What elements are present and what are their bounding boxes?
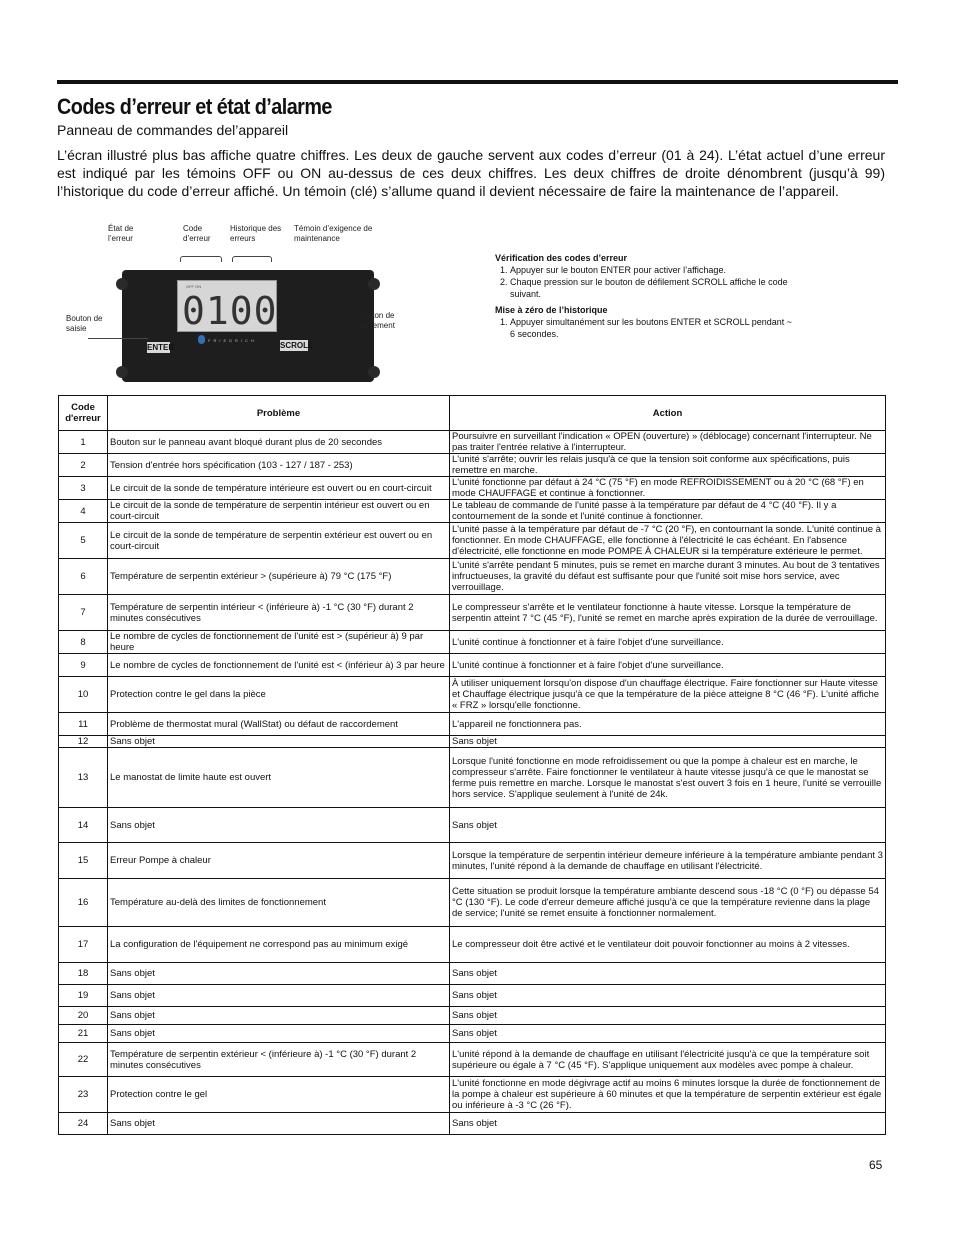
panel-mount-tab [116,278,128,290]
cell-problem: Température de serpentin extérieur < (inférieure à) -1 °C (30 °F) durant 2 minutes consécutives [108,1043,450,1077]
table-row [59,631,886,654]
cell-problem: Le circuit de la sonde de température de serpentin extérieur est ouvert ou en court-circuit [108,523,450,559]
page-number: 65 [869,1158,883,1172]
cell-problem: Température de serpentin extérieur > (supérieure à) 79 °C (175 °F) [108,559,450,595]
cell-action: L'unité fonctionne en mode dégivrage actif au moins 6 minutes lorsque la durée de fonctionnement de la pompe à chaleur est supérieure à 60 minutes et que la température de serpentin extérieur est égale ou inférieure à -3 °C (26 °F). [450,1077,886,1113]
cell-code: 6 [59,559,108,595]
intro-paragraph: L’écran illustré plus bas affiche quatre chiffres. Les deux de gauche servent aux codes d’erreur (01 à 24). L’état actuel d’une erreur est indiqué par les témoins OFF ou ON au-dessus de ces deux chiffres. Les deux chiffres de droite dénombrent (jusqu’à 99) l’historique du code d’erreur affiché. Un témoin (clé) s’allume quand il devient nécessaire de faire la maintenance de l’appareil. [57,147,885,199]
cell-action: Sans objet [450,808,886,843]
reset-step: 1. Appuyer simultanément sur les boutons ENTER et SCROLL pendant ~ 6 secondes. [510,316,795,340]
cell-problem: La configuration de l'équipement ne correspond pas au minimum exigé [108,927,450,963]
table-row [59,1025,886,1043]
lcd-display [177,280,277,332]
reset-title: Mise à zéro de l’historique [495,305,608,315]
cell-problem: Le manostat de limite haute est ouvert [108,748,450,808]
cell-problem: Sans objet [108,1007,450,1025]
cell-problem: Sans objet [108,736,450,748]
table-row [59,713,886,736]
cell-problem: Le nombre de cycles de fonctionnement de l'unité est > (supérieur à) 9 par heure [108,631,450,654]
table-row [59,1077,886,1113]
cell-code: 12 [59,736,108,748]
label-error-code: Code d’erreur [183,224,211,243]
cell-code: 19 [59,985,108,1007]
cell-code: 9 [59,654,108,677]
cell-action: Lorsque la température de serpentin intérieur demeure inférieure à la température ambiante pendant 3 minutes, l'unité répond à la demande de chauffage en utilisant l'électricité. [450,843,886,879]
page-subtitle: Panneau de commandes del’appareil [57,122,289,138]
brace-code [180,256,222,262]
cell-code: 20 [59,1007,108,1025]
cell-action: L'unité s'arrête; ouvrir les relais jusqu'à ce que la tension soit conforme aux spécifications, puis remettre en marche. [450,454,886,477]
instructions-notes [495,252,795,340]
table-row [59,595,886,631]
cell-action: Sans objet [450,1007,886,1025]
cell-action: Le compresseur s'arrête et le ventilateur fonctionne à haute vitesse. Lorsque la température de serpentin atteint 7 °C (45 °F), l'unité se remet en marche après expiration de la durée de verrouillage. [450,595,886,631]
cell-code: 2 [59,454,108,477]
table-row [59,843,886,879]
panel-mount-tab [368,278,380,290]
verification-step: 2. Chaque pression sur le bouton de défilement SCROLL affiche le code suivant. [510,276,795,300]
table-row [59,927,886,963]
cell-problem: Le circuit de la sonde de température de serpentin intérieur est ouvert ou en court-circuit [108,500,450,523]
cell-code: 16 [59,879,108,927]
brand-name: FRIEDRICH [208,338,257,343]
cell-action: Lorsque l'unité fonctionne en mode refroidissement ou que la pompe à chaleur est en marche, le compresseur s'arrête. Faire fonctionner le ventilateur à haute vitesse jusqu'à ce que le manostat se ferme puis remettre en marche. Lorsque le manostat s'est ouvert 3 fois en 1 heure, l'unité se verrouille hors service. S'applique seulement à l'unité de 24k. [450,748,886,808]
cell-code: 14 [59,808,108,843]
cell-problem: Le circuit de la sonde de température intérieure est ouvert ou en court-circuit [108,477,450,500]
cell-action: L'unité continue à fonctionner et à faire l'objet d'une surveillance. [450,654,886,677]
cell-action: L'appareil ne fonctionnera pas. [450,713,886,736]
cell-problem: Température de serpentin intérieur < (inférieure à) -1 °C (30 °F) durant 2 minutes consécutives [108,595,450,631]
cell-action: Sans objet [450,1025,886,1043]
scroll-button[interactable]: SCROLL [280,341,313,350]
table-row [59,559,886,595]
cell-problem: Problème de thermostat mural (WallStat) ou défaut de raccordement [108,713,450,736]
cell-code: 3 [59,477,108,500]
cell-action: Le compresseur doit être activé et le ventilateur doit pouvoir fonctionner au moins à 2 vitesses. [450,927,886,963]
cell-action: Sans objet [450,1113,886,1135]
cell-action: Poursuivre en surveillant l'indication « OPEN (ouverture) » (déblocage) concernant l'interrupteur. Ne pas traiter l'entrée relative à l'interrupteur. [450,431,886,454]
cell-problem: Tension d'entrée hors spécification (103 - 127 / 187 - 253) [108,454,450,477]
cell-code: 7 [59,595,108,631]
table-row [59,736,886,748]
cell-action: Sans objet [450,985,886,1007]
cell-code: 24 [59,1113,108,1135]
column-header-code: Code d'erreur [59,396,108,431]
table-row [59,431,886,454]
column-header-action: Action [450,396,886,431]
label-error-history: Historique des erreurs [230,224,282,243]
cell-problem: Sans objet [108,1025,450,1043]
table-row [59,677,886,713]
label-scroll-button: Bouton de défilement [358,311,395,330]
table-row [59,808,886,843]
cell-action: L'unité fonctionne par défaut à 24 °C (75 °F) en mode REFROIDISSEMENT ou à 20 °C (68 °F) en mode CHAUFFAGE et continue à fonctionner. [450,477,886,500]
label-enter-button: Bouton de saisie [66,314,103,333]
cell-problem: Bouton sur le panneau avant bloqué durant plus de 20 secondes [108,431,450,454]
cell-action: À utiliser uniquement lorsqu'on dispose d'un chauffage électrique. Faire fonctionner sur Haute vitesse et Chauffage électrique jusqu'à ce que la température de la pièce atteigne 8 °C (46 °F). L'unité affiche « FRZ » lorsqu'elle fonctionne. [450,677,886,713]
top-rule [57,80,898,84]
lcd-off-on-indicators: OFF ON [186,284,202,289]
verification-step: 1. Appuyer sur le bouton ENTER pour activer l’affichage. [510,264,795,276]
table-row [59,879,886,927]
verification-title: Vérification des codes d’erreur [495,253,628,263]
table-row [59,477,886,500]
brace-history [232,256,272,262]
table-row [59,1007,886,1025]
table-row [59,1043,886,1077]
panel-mount-tab [368,366,380,378]
cell-code: 22 [59,1043,108,1077]
label-error-state: État de l’erreur [108,224,134,243]
cell-problem: Sans objet [108,985,450,1007]
brand-logo-icon [198,335,205,344]
control-panel-figure [60,222,395,387]
cell-code: 10 [59,677,108,713]
panel-mount-tab [116,366,128,378]
page-title: Codes d’erreur et état d’alarme [57,94,332,119]
table-row [59,454,886,477]
cell-code: 13 [59,748,108,808]
cell-problem: Sans objet [108,808,450,843]
error-codes-table [58,395,886,1135]
cell-code: 23 [59,1077,108,1113]
verification-steps [495,264,795,300]
cell-problem: Température au-delà des limites de fonctionnement [108,879,450,927]
lcd-digits: 0100 [182,289,278,333]
column-header-problem: Problème [108,396,450,431]
cell-code: 4 [59,500,108,523]
cell-code: 17 [59,927,108,963]
cell-code: 5 [59,523,108,559]
cell-problem: Sans objet [108,963,450,985]
leader-line-enter [88,338,148,339]
cell-problem: Erreur Pompe à chaleur [108,843,450,879]
table-row [59,500,886,523]
cell-problem: Sans objet [108,1113,450,1135]
table-row [59,654,886,677]
cell-problem: Protection contre le gel [108,1077,450,1113]
cell-action: L'unité passe à la température par défaut de -7 °C (20 °F), en contournant la sonde. L'unité continue à fonctionner. En mode CHAUFFAGE, elle fonctionne à l'électricité le cas échéant. En l'absence d'électricité, elle fonctionne en mode POMPE À CHALEUR si la température extérieure le permet. [450,523,886,559]
table-row [59,748,886,808]
cell-code: 11 [59,713,108,736]
cell-action: Sans objet [450,736,886,748]
cell-action: L'unité continue à fonctionner et à faire l'objet d'une surveillance. [450,631,886,654]
cell-problem: Protection contre le gel dans la pièce [108,677,450,713]
table-row [59,963,886,985]
table-body [59,431,886,1135]
table-row [59,523,886,559]
cell-action: L'unité répond à la demande de chauffage en utilisant l'électricité jusqu'à ce que la température soit supérieure ou égale à 7 °C (45 °F). S'applique uniquement aux modèles avec pompe à chaleur. [450,1043,886,1077]
table-header-row [59,396,886,431]
cell-action: Cette situation se produit lorsque la température ambiante descend sous -18 °C (0 °F) ou dépasse 54 °C (130 °F). Le code d'erreur demeure affiché jusqu'à ce que la température revienne dans la plage de service; l'unité se remet ensuite à fonctionner normalement. [450,879,886,927]
cell-problem: Le nombre de cycles de fonctionnement de l'unité est < (inférieur à) 3 par heure [108,654,450,677]
table-row [59,1113,886,1135]
cell-code: 15 [59,843,108,879]
cell-action: Le tableau de commande de l'unité passe à la température par défaut de 4 °C (40 °F). Il y a contournement de la sonde et l'unité continue à fonctionner. [450,500,886,523]
reset-steps [495,316,795,340]
cell-code: 18 [59,963,108,985]
cell-code: 1 [59,431,108,454]
label-maintenance-indicator: Témoin d’exigence de maintenance [294,224,373,243]
table-row [59,985,886,1007]
cell-action: Sans objet [450,963,886,985]
cell-action: L'unité s'arrête pendant 5 minutes, puis se remet en marche durant 3 minutes. Au bout de 3 tentatives infructueuses, la gravité du défaut est suffisante pour que l'unité soit mise hors service, avec verrouillage. [450,559,886,595]
cell-code: 8 [59,631,108,654]
cell-code: 21 [59,1025,108,1043]
enter-button[interactable]: ENTER [147,343,175,352]
